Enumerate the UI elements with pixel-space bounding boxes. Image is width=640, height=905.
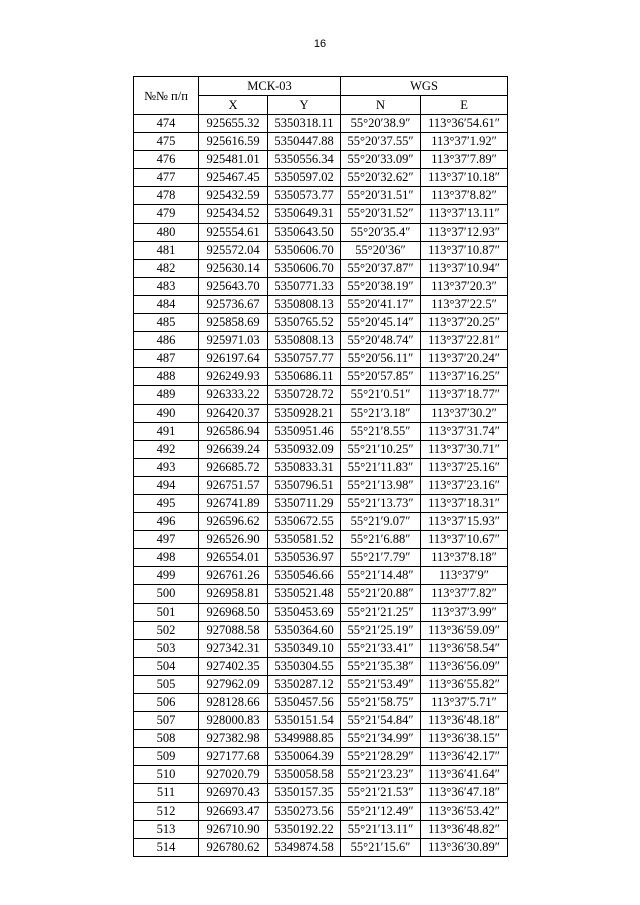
latitude-n: 55°21′53.49″ <box>341 675 421 693</box>
longitude-e: 113°37′16.25″ <box>421 368 508 386</box>
point-number: 502 <box>134 621 199 639</box>
point-number: 501 <box>134 603 199 621</box>
point-number: 487 <box>134 350 199 368</box>
longitude-e: 113°36′47.18″ <box>421 784 508 802</box>
x-coordinate: 926333.22 <box>199 386 268 404</box>
latitude-n: 55°21′33.41″ <box>341 639 421 657</box>
x-coordinate: 927382.98 <box>199 730 268 748</box>
table-row <box>134 784 508 802</box>
x-coordinate: 926586.94 <box>199 422 268 440</box>
x-coordinate: 925467.45 <box>199 169 268 187</box>
latitude-n: 55°21′8.55″ <box>341 422 421 440</box>
longitude-e: 113°36′41.64″ <box>421 766 508 784</box>
longitude-e: 113°36′48.18″ <box>421 712 508 730</box>
point-number: 481 <box>134 241 199 259</box>
table-row <box>134 567 508 585</box>
table-row <box>134 531 508 549</box>
x-coordinate: 926693.47 <box>199 802 268 820</box>
y-coordinate: 5350447.88 <box>268 133 341 151</box>
latitude-n: 55°20′48.74″ <box>341 332 421 350</box>
y-coordinate: 5350273.56 <box>268 802 341 820</box>
longitude-e: 113°36′56.09″ <box>421 657 508 675</box>
latitude-n: 55°20′35.4″ <box>341 223 421 241</box>
y-coordinate: 5350757.77 <box>268 350 341 368</box>
longitude-e: 113°37′30.71″ <box>421 440 508 458</box>
longitude-e: 113°36′48.82″ <box>421 820 508 838</box>
table-row <box>134 621 508 639</box>
table-row <box>134 259 508 277</box>
longitude-e: 113°37′7.89″ <box>421 151 508 169</box>
x-coordinate: 927402.35 <box>199 657 268 675</box>
table-row <box>134 694 508 712</box>
point-number: 484 <box>134 295 199 313</box>
header-e: E <box>421 96 508 115</box>
latitude-n: 55°20′38.19″ <box>341 277 421 295</box>
table-row <box>134 476 508 494</box>
point-number: 506 <box>134 694 199 712</box>
y-coordinate: 5350711.29 <box>268 494 341 512</box>
header-n: N <box>341 96 421 115</box>
table-row <box>134 205 508 223</box>
longitude-e: 113°37′10.87″ <box>421 241 508 259</box>
point-number: 483 <box>134 277 199 295</box>
y-coordinate: 5350364.60 <box>268 621 341 639</box>
latitude-n: 55°21′3.18″ <box>341 404 421 422</box>
longitude-e: 113°36′54.61″ <box>421 115 508 133</box>
x-coordinate: 926970.43 <box>199 784 268 802</box>
x-coordinate: 926710.90 <box>199 820 268 838</box>
longitude-e: 113°36′30.89″ <box>421 838 508 856</box>
point-number: 474 <box>134 115 199 133</box>
latitude-n: 55°20′45.14″ <box>341 314 421 332</box>
point-number: 476 <box>134 151 199 169</box>
y-coordinate: 5350521.48 <box>268 585 341 603</box>
y-coordinate: 5350771.33 <box>268 277 341 295</box>
x-coordinate: 925481.01 <box>199 151 268 169</box>
y-coordinate: 5350556.34 <box>268 151 341 169</box>
latitude-n: 55°20′33.09″ <box>341 151 421 169</box>
x-coordinate: 926639.24 <box>199 440 268 458</box>
page-number: 16 <box>313 38 327 50</box>
longitude-e: 113°37′5.71″ <box>421 694 508 712</box>
x-coordinate: 925630.14 <box>199 259 268 277</box>
point-number: 477 <box>134 169 199 187</box>
x-coordinate: 928128.66 <box>199 694 268 712</box>
y-coordinate: 5350546.66 <box>268 567 341 585</box>
header-x: X <box>199 96 268 115</box>
longitude-e: 113°37′7.82″ <box>421 585 508 603</box>
y-coordinate: 5350192.22 <box>268 820 341 838</box>
table-row <box>134 386 508 404</box>
longitude-e: 113°37′1.92″ <box>421 133 508 151</box>
point-number: 492 <box>134 440 199 458</box>
y-coordinate: 5350932.09 <box>268 440 341 458</box>
longitude-e: 113°37′8.18″ <box>421 549 508 567</box>
x-coordinate: 927088.58 <box>199 621 268 639</box>
x-coordinate: 927020.79 <box>199 766 268 784</box>
table-row <box>134 838 508 856</box>
latitude-n: 55°21′23.23″ <box>341 766 421 784</box>
y-coordinate: 5350643.50 <box>268 223 341 241</box>
table-row <box>134 295 508 313</box>
latitude-n: 55°21′28.29″ <box>341 748 421 766</box>
latitude-n: 55°20′38.9″ <box>341 115 421 133</box>
point-number: 497 <box>134 531 199 549</box>
x-coordinate: 926761.26 <box>199 567 268 585</box>
x-coordinate: 926780.62 <box>199 838 268 856</box>
y-coordinate: 5350686.11 <box>268 368 341 386</box>
y-coordinate: 5350672.55 <box>268 513 341 531</box>
y-coordinate: 5350304.55 <box>268 657 341 675</box>
point-number: 494 <box>134 476 199 494</box>
longitude-e: 113°37′22.5″ <box>421 295 508 313</box>
table-row <box>134 494 508 512</box>
x-coordinate: 926554.01 <box>199 549 268 567</box>
y-coordinate: 5350649.31 <box>268 205 341 223</box>
y-coordinate: 5350157.35 <box>268 784 341 802</box>
longitude-e: 113°37′22.81″ <box>421 332 508 350</box>
x-coordinate: 927342.31 <box>199 639 268 657</box>
x-coordinate: 926685.72 <box>199 458 268 476</box>
latitude-n: 55°21′54.84″ <box>341 712 421 730</box>
table-row <box>134 133 508 151</box>
point-number: 475 <box>134 133 199 151</box>
point-number: 513 <box>134 820 199 838</box>
longitude-e: 113°37′13.11″ <box>421 205 508 223</box>
table-row <box>134 115 508 133</box>
x-coordinate: 926526.90 <box>199 531 268 549</box>
table-row <box>134 151 508 169</box>
header-msk03: МСК-03 <box>199 77 341 96</box>
point-number: 509 <box>134 748 199 766</box>
header-row-groups <box>134 77 508 96</box>
x-coordinate: 926958.81 <box>199 585 268 603</box>
y-coordinate: 5350765.52 <box>268 314 341 332</box>
y-coordinate: 5350606.70 <box>268 241 341 259</box>
latitude-n: 55°20′37.87″ <box>341 259 421 277</box>
latitude-n: 55°21′13.11″ <box>341 820 421 838</box>
y-coordinate: 5350808.13 <box>268 332 341 350</box>
latitude-n: 55°21′20.88″ <box>341 585 421 603</box>
longitude-e: 113°36′53.42″ <box>421 802 508 820</box>
point-number: 512 <box>134 802 199 820</box>
latitude-n: 55°20′56.11″ <box>341 350 421 368</box>
y-coordinate: 5350536.97 <box>268 549 341 567</box>
y-coordinate: 5350597.02 <box>268 169 341 187</box>
latitude-n: 55°21′34.99″ <box>341 730 421 748</box>
point-number: 488 <box>134 368 199 386</box>
table-row <box>134 513 508 531</box>
table-row <box>134 748 508 766</box>
latitude-n: 55°21′25.19″ <box>341 621 421 639</box>
table-row <box>134 187 508 205</box>
longitude-e: 113°36′58.54″ <box>421 639 508 657</box>
y-coordinate: 5350796.51 <box>268 476 341 494</box>
longitude-e: 113°37′15.93″ <box>421 513 508 531</box>
longitude-e: 113°36′38.15″ <box>421 730 508 748</box>
header-y: Y <box>268 96 341 115</box>
y-coordinate: 5350833.31 <box>268 458 341 476</box>
latitude-n: 55°21′9.07″ <box>341 513 421 531</box>
y-coordinate: 5349988.85 <box>268 730 341 748</box>
table-row <box>134 657 508 675</box>
latitude-n: 55°20′37.55″ <box>341 133 421 151</box>
y-coordinate: 5349874.58 <box>268 838 341 856</box>
table-row <box>134 730 508 748</box>
table-row <box>134 314 508 332</box>
latitude-n: 55°21′14.48″ <box>341 567 421 585</box>
x-coordinate: 926596.62 <box>199 513 268 531</box>
table-row <box>134 639 508 657</box>
table-row <box>134 585 508 603</box>
point-number: 507 <box>134 712 199 730</box>
x-coordinate: 926420.37 <box>199 404 268 422</box>
y-coordinate: 5350457.56 <box>268 694 341 712</box>
longitude-e: 113°36′55.82″ <box>421 675 508 693</box>
latitude-n: 55°21′15.6″ <box>341 838 421 856</box>
y-coordinate: 5350318.11 <box>268 115 341 133</box>
header-number: №№ п/п <box>134 77 199 115</box>
header-wgs: WGS <box>341 77 508 96</box>
point-number: 504 <box>134 657 199 675</box>
point-number: 496 <box>134 513 199 531</box>
y-coordinate: 5350928.21 <box>268 404 341 422</box>
point-number: 495 <box>134 494 199 512</box>
table-row <box>134 277 508 295</box>
longitude-e: 113°37′23.16″ <box>421 476 508 494</box>
x-coordinate: 925655.32 <box>199 115 268 133</box>
y-coordinate: 5350808.13 <box>268 295 341 313</box>
x-coordinate: 928000.83 <box>199 712 268 730</box>
table-row <box>134 422 508 440</box>
y-coordinate: 5350151.54 <box>268 712 341 730</box>
table-header <box>134 77 508 115</box>
point-number: 508 <box>134 730 199 748</box>
latitude-n: 55°21′10.25″ <box>341 440 421 458</box>
y-coordinate: 5350349.10 <box>268 639 341 657</box>
point-number: 485 <box>134 314 199 332</box>
table-row <box>134 603 508 621</box>
longitude-e: 113°37′8.82″ <box>421 187 508 205</box>
latitude-n: 55°20′41.17″ <box>341 295 421 313</box>
longitude-e: 113°37′10.67″ <box>421 531 508 549</box>
point-number: 491 <box>134 422 199 440</box>
y-coordinate: 5350606.70 <box>268 259 341 277</box>
longitude-e: 113°37′25.16″ <box>421 458 508 476</box>
latitude-n: 55°21′13.73″ <box>341 494 421 512</box>
table-row <box>134 350 508 368</box>
point-number: 490 <box>134 404 199 422</box>
latitude-n: 55°20′32.62″ <box>341 169 421 187</box>
longitude-e: 113°37′20.24″ <box>421 350 508 368</box>
table-row <box>134 802 508 820</box>
x-coordinate: 927962.09 <box>199 675 268 693</box>
x-coordinate: 925643.70 <box>199 277 268 295</box>
x-coordinate: 927177.68 <box>199 748 268 766</box>
longitude-e: 113°36′59.09″ <box>421 621 508 639</box>
point-number: 486 <box>134 332 199 350</box>
latitude-n: 55°21′11.83″ <box>341 458 421 476</box>
x-coordinate: 926741.89 <box>199 494 268 512</box>
point-number: 489 <box>134 386 199 404</box>
point-number: 480 <box>134 223 199 241</box>
y-coordinate: 5350951.46 <box>268 422 341 440</box>
latitude-n: 55°21′6.88″ <box>341 531 421 549</box>
y-coordinate: 5350453.69 <box>268 603 341 621</box>
longitude-e: 113°37′30.2″ <box>421 404 508 422</box>
latitude-n: 55°20′31.51″ <box>341 187 421 205</box>
longitude-e: 113°36′42.17″ <box>421 748 508 766</box>
latitude-n: 55°20′57.85″ <box>341 368 421 386</box>
longitude-e: 113°37′31.74″ <box>421 422 508 440</box>
longitude-e: 113°37′18.31″ <box>421 494 508 512</box>
table-row <box>134 440 508 458</box>
x-coordinate: 925434.52 <box>199 205 268 223</box>
longitude-e: 113°37′10.94″ <box>421 259 508 277</box>
table-row <box>134 766 508 784</box>
point-number: 482 <box>134 259 199 277</box>
table-row <box>134 368 508 386</box>
x-coordinate: 925554.61 <box>199 223 268 241</box>
y-coordinate: 5350573.77 <box>268 187 341 205</box>
point-number: 511 <box>134 784 199 802</box>
point-number: 503 <box>134 639 199 657</box>
latitude-n: 55°21′35.38″ <box>341 657 421 675</box>
x-coordinate: 926197.64 <box>199 350 268 368</box>
longitude-e: 113°37′20.3″ <box>421 277 508 295</box>
point-number: 493 <box>134 458 199 476</box>
table-row <box>134 549 508 567</box>
latitude-n: 55°21′0.51″ <box>341 386 421 404</box>
y-coordinate: 5350581.52 <box>268 531 341 549</box>
latitude-n: 55°21′21.25″ <box>341 603 421 621</box>
x-coordinate: 925616.59 <box>199 133 268 151</box>
latitude-n: 55°20′31.52″ <box>341 205 421 223</box>
table-row <box>134 169 508 187</box>
x-coordinate: 925572.04 <box>199 241 268 259</box>
x-coordinate: 926751.57 <box>199 476 268 494</box>
point-number: 500 <box>134 585 199 603</box>
y-coordinate: 5350058.58 <box>268 766 341 784</box>
table-row <box>134 458 508 476</box>
x-coordinate: 925432.59 <box>199 187 268 205</box>
point-number: 510 <box>134 766 199 784</box>
point-number: 514 <box>134 838 199 856</box>
table-body <box>134 115 508 857</box>
point-number: 505 <box>134 675 199 693</box>
point-number: 499 <box>134 567 199 585</box>
latitude-n: 55°21′7.79″ <box>341 549 421 567</box>
table-row <box>134 241 508 259</box>
x-coordinate: 925858.69 <box>199 314 268 332</box>
table-row <box>134 223 508 241</box>
point-number: 478 <box>134 187 199 205</box>
latitude-n: 55°21′58.75″ <box>341 694 421 712</box>
x-coordinate: 925736.67 <box>199 295 268 313</box>
latitude-n: 55°21′12.49″ <box>341 802 421 820</box>
table-row <box>134 332 508 350</box>
x-coordinate: 925971.03 <box>199 332 268 350</box>
table-row <box>134 712 508 730</box>
coordinates-table <box>133 76 508 857</box>
latitude-n: 55°21′21.53″ <box>341 784 421 802</box>
y-coordinate: 5350064.39 <box>268 748 341 766</box>
latitude-n: 55°20′36″ <box>341 241 421 259</box>
longitude-e: 113°37′9″ <box>421 567 508 585</box>
x-coordinate: 926968.50 <box>199 603 268 621</box>
longitude-e: 113°37′3.99″ <box>421 603 508 621</box>
longitude-e: 113°37′20.25″ <box>421 314 508 332</box>
table-row <box>134 675 508 693</box>
longitude-e: 113°37′18.77″ <box>421 386 508 404</box>
point-number: 498 <box>134 549 199 567</box>
latitude-n: 55°21′13.98″ <box>341 476 421 494</box>
y-coordinate: 5350728.72 <box>268 386 341 404</box>
point-number: 479 <box>134 205 199 223</box>
table-row <box>134 820 508 838</box>
longitude-e: 113°37′10.18″ <box>421 169 508 187</box>
table-row <box>134 404 508 422</box>
y-coordinate: 5350287.12 <box>268 675 341 693</box>
x-coordinate: 926249.93 <box>199 368 268 386</box>
longitude-e: 113°37′12.93″ <box>421 223 508 241</box>
